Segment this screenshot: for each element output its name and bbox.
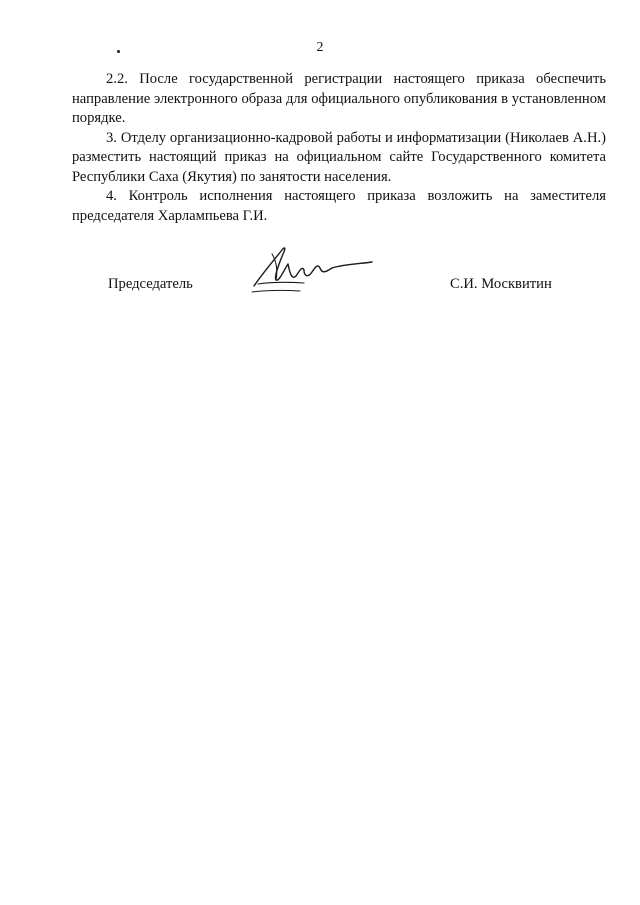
signatory-name: С.И. Москвитин [450, 276, 552, 292]
signature-block [0, 240, 640, 310]
scan-dot [117, 50, 120, 53]
signatory-title: Председатель [108, 276, 193, 292]
order-body [72, 70, 606, 226]
paragraph-3: 3. Отделу организационно-кадровой работы и информатизации (Николаев А.Н.) разместить настоящий приказ на официальном сайте Государственного комитета Республики Саха (Якутия) по занятости населения. [72, 129, 606, 185]
page-number: 2 [316, 40, 324, 55]
paragraph-2-2: 2.2. После государственной регистрации настоящего приказа обеспечить направление электронного образа для официального опубликования в установленном порядке. [72, 71, 606, 126]
handwritten-signature [248, 240, 378, 298]
paragraph-4: 4. Контроль исполнения настоящего приказа возложить на заместителя председателя Харлампьева Г.И. [72, 188, 606, 224]
